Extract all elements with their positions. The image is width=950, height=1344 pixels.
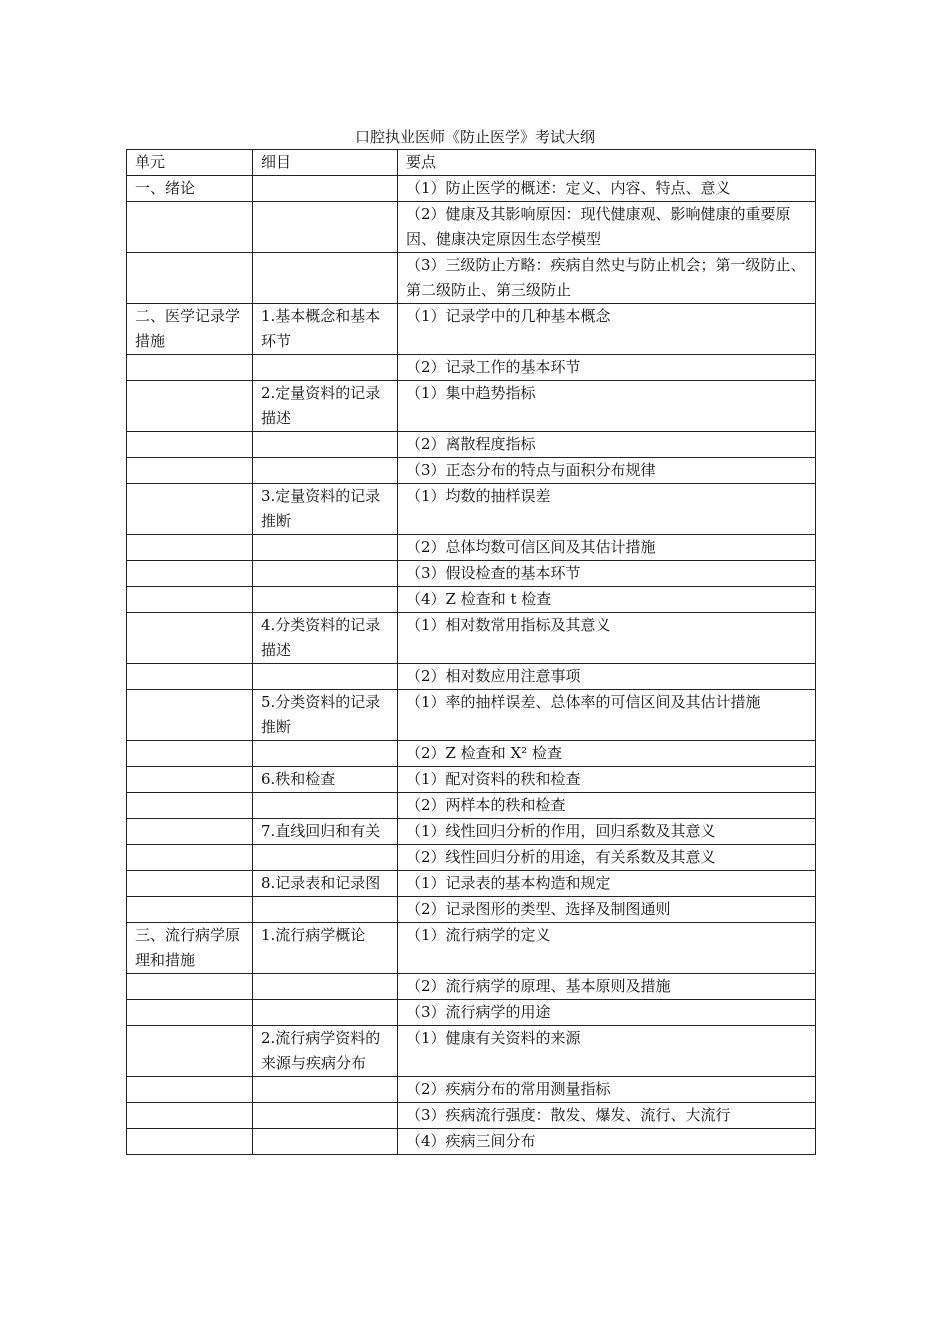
table-row <box>127 176 816 202</box>
syllabus-table <box>126 149 816 1155</box>
table-row <box>127 1129 816 1155</box>
unit-cell <box>127 819 253 845</box>
item-cell <box>253 432 398 458</box>
unit-cell <box>127 587 253 613</box>
table-row <box>127 202 816 253</box>
item-cell <box>253 1000 398 1026</box>
unit-cell <box>127 613 253 664</box>
unit-cell: 二、医学记录学措施 <box>127 304 253 355</box>
point-cell: （1）集中趋势指标 <box>398 381 816 432</box>
item-cell <box>253 587 398 613</box>
point-cell: （2）记录工作的基本环节 <box>398 355 816 381</box>
unit-cell <box>127 767 253 793</box>
point-cell: （3）三级防止方略：疾病自然史与防止机会；第一级防止、第二级防止、第三级防止 <box>398 253 816 304</box>
item-cell: 8.记录表和记录图 <box>253 871 398 897</box>
item-cell: 3.定量资料的记录推断 <box>253 484 398 535</box>
point-cell: （1）记录学中的几种基本概念 <box>398 304 816 355</box>
table-row <box>127 1000 816 1026</box>
unit-cell <box>127 793 253 819</box>
unit-cell <box>127 458 253 484</box>
table-row <box>127 458 816 484</box>
point-cell: （3）正态分布的特点与面积分布规律 <box>398 458 816 484</box>
item-cell <box>253 355 398 381</box>
item-cell <box>253 1077 398 1103</box>
point-cell: （1）线性回归分析的作用，回归系数及其意义 <box>398 819 816 845</box>
header-unit: 单元 <box>127 150 253 176</box>
point-cell: （1）率的抽样误差、总体率的可信区间及其估计措施 <box>398 690 816 741</box>
item-cell: 1.流行病学概论 <box>253 923 398 974</box>
item-cell <box>253 741 398 767</box>
point-cell: （1）健康有关资料的来源 <box>398 1026 816 1077</box>
unit-cell <box>127 1077 253 1103</box>
unit-cell <box>127 897 253 923</box>
table-row <box>127 664 816 690</box>
unit-cell <box>127 741 253 767</box>
unit-cell <box>127 974 253 1000</box>
point-cell: （1）记录表的基本构造和规定 <box>398 871 816 897</box>
point-cell: （2）记录图形的类型、选择及制图通则 <box>398 897 816 923</box>
unit-cell <box>127 1026 253 1077</box>
document-title: 口腔执业医师《防止医学》考试大纲 <box>354 128 595 146</box>
unit-cell <box>127 432 253 458</box>
table-row <box>127 1077 816 1103</box>
table-row <box>127 484 816 535</box>
table-row <box>127 871 816 897</box>
point-cell: （3）流行病学的用途 <box>398 1000 816 1026</box>
point-cell: （2）离散程度指标 <box>398 432 816 458</box>
item-cell <box>253 176 398 202</box>
unit-cell <box>127 484 253 535</box>
item-cell <box>253 845 398 871</box>
unit-cell: 一、绪论 <box>127 176 253 202</box>
header-point: 要点 <box>398 150 816 176</box>
header-item: 细目 <box>253 150 398 176</box>
point-cell: （3）疾病流行强度：散发、爆发、流行、大流行 <box>398 1103 816 1129</box>
table-row <box>127 741 816 767</box>
table-row <box>127 535 816 561</box>
table-row <box>127 767 816 793</box>
point-cell: （1）配对资料的秩和检查 <box>398 767 816 793</box>
item-cell <box>253 664 398 690</box>
item-cell <box>253 202 398 253</box>
unit-cell <box>127 355 253 381</box>
table-row <box>127 845 816 871</box>
table-row <box>127 381 816 432</box>
table-row <box>127 923 816 974</box>
point-cell: （2）两样本的秩和检查 <box>398 793 816 819</box>
item-cell: 5.分类资料的记录推断 <box>253 690 398 741</box>
unit-cell <box>127 845 253 871</box>
point-cell: （1）相对数常用指标及其意义 <box>398 613 816 664</box>
unit-cell <box>127 202 253 253</box>
table-row <box>127 1026 816 1077</box>
item-cell: 4.分类资料的记录描述 <box>253 613 398 664</box>
item-cell: 6.秩和检查 <box>253 767 398 793</box>
table-row <box>127 355 816 381</box>
table-row <box>127 819 816 845</box>
unit-cell <box>127 1103 253 1129</box>
table-row <box>127 432 816 458</box>
item-cell <box>253 974 398 1000</box>
unit-cell <box>127 381 253 432</box>
table-row <box>127 897 816 923</box>
point-cell: （2）相对数应用注意事项 <box>398 664 816 690</box>
table-row <box>127 253 816 304</box>
table-row <box>127 613 816 664</box>
unit-cell <box>127 1129 253 1155</box>
table-header-row <box>127 150 816 176</box>
unit-cell: 三、流行病学原理和措施 <box>127 923 253 974</box>
unit-cell <box>127 1000 253 1026</box>
item-cell <box>253 458 398 484</box>
point-cell: （2）疾病分布的常用测量指标 <box>398 1077 816 1103</box>
unit-cell <box>127 690 253 741</box>
table-row <box>127 690 816 741</box>
item-cell <box>253 793 398 819</box>
point-cell: （2）总体均数可信区间及其估计措施 <box>398 535 816 561</box>
point-cell: （1）防止医学的概述：定义、内容、特点、意义 <box>398 176 816 202</box>
item-cell: 7.直线回归和有关 <box>253 819 398 845</box>
item-cell <box>253 1129 398 1155</box>
table-row <box>127 1103 816 1129</box>
item-cell <box>253 561 398 587</box>
item-cell <box>253 897 398 923</box>
table-row <box>127 793 816 819</box>
table-row <box>127 304 816 355</box>
item-cell <box>253 1103 398 1129</box>
item-cell: 1.基本概念和基本环节 <box>253 304 398 355</box>
point-cell: （2）线性回归分析的用途，有关系数及其意义 <box>398 845 816 871</box>
point-cell: （3）假设检查的基本环节 <box>398 561 816 587</box>
point-cell: （4）Z 检查和 t 检查 <box>398 587 816 613</box>
item-cell: 2.流行病学资料的来源与疾病分布 <box>253 1026 398 1077</box>
unit-cell <box>127 664 253 690</box>
unit-cell <box>127 871 253 897</box>
point-cell: （4）疾病三间分布 <box>398 1129 816 1155</box>
point-cell: （2）流行病学的原理、基本原则及措施 <box>398 974 816 1000</box>
item-cell: 2.定量资料的记录描述 <box>253 381 398 432</box>
point-cell: （1）均数的抽样误差 <box>398 484 816 535</box>
item-cell <box>253 535 398 561</box>
unit-cell <box>127 561 253 587</box>
point-cell: （2）健康及其影响原因：现代健康观、影响健康的重要原因、健康决定原因生态学模型 <box>398 202 816 253</box>
point-cell: （2）Z 检查和 X² 检查 <box>398 741 816 767</box>
table-row <box>127 587 816 613</box>
unit-cell <box>127 253 253 304</box>
table-row <box>127 561 816 587</box>
table-row <box>127 974 816 1000</box>
item-cell <box>253 253 398 304</box>
point-cell: （1）流行病学的定义 <box>398 923 816 974</box>
unit-cell <box>127 535 253 561</box>
